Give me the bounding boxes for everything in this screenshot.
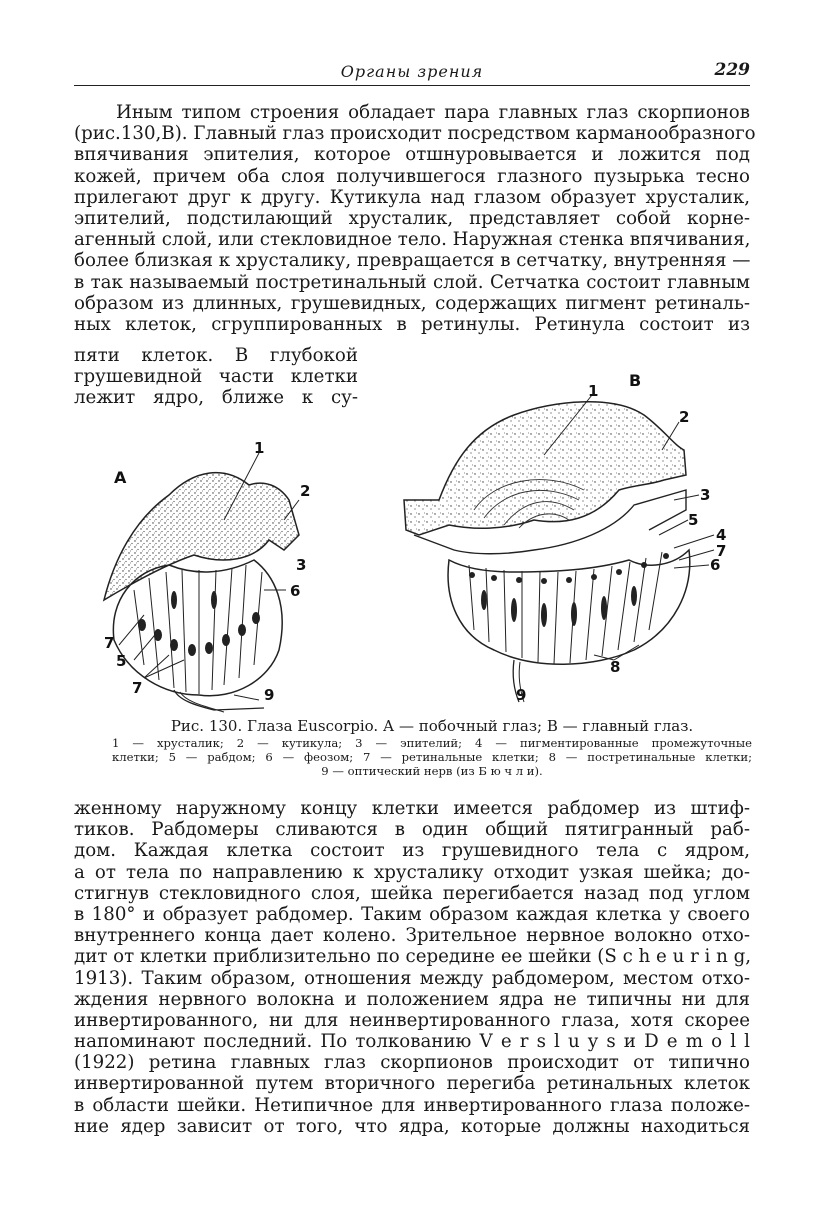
text-line: лежит ядро, ближе к су- [74,387,358,409]
text-line: напоминают последний. По толкованию V e r s l u y s и D e m o l l [74,1031,750,1053]
panel-b-drawing [404,395,714,702]
text-line: (рис.130,B). Главный глаз происходит посредством карманообразного [74,123,756,145]
text-line: прилегают друг к другу. Кутикула над глазом образует хрусталик, [74,186,750,208]
label-a-1: 1 [254,439,265,457]
label-b-6: 6 [710,556,721,574]
text-line: дит от клетки приблизительно по середине ее шейки (S c h e u r i n g, [74,946,752,968]
figure-caption [112,716,752,778]
text-line: (1922) ретина главных глаз скорпионов происходит от типично [74,1052,750,1074]
panel-b-letter: В [629,371,642,390]
header-rule [74,85,750,86]
label-b-1: 1 [588,382,599,400]
eye-anatomy-figure [74,360,750,715]
label-a-5: 5 [116,652,127,670]
label-b-9: 9 [516,686,527,704]
text-line: ных клеток, сгруппированных в ретинулы. Ретинула состоит из [74,313,750,335]
label-a-6: 6 [290,582,301,600]
text-line: внутреннего конца дает колено. Зрительное нервное волокно отхо- [74,925,750,947]
label-a-3: 3 [296,556,307,574]
text-line: инвертированной путем вторичного перегиба ретинальных клеток [74,1073,750,1095]
text-line: ние ядер зависит от того, что ядра, которые должны находиться [74,1115,750,1137]
label-b-5: 5 [688,511,699,529]
label-a-7b: 7 [132,679,143,697]
text-line: агенный слой, или стекловидное тело. Наружная стенка впячивания, [74,229,751,251]
text-line: инвертированного, ни для неинвертированного глаза, хотя скорее [74,1009,750,1031]
text-line: тиков. Рабдомеры сливаются в один общий пятигранный раб- [74,819,750,841]
text-line: впячивания эпителия, которое отшнуровывается и ложится под [74,144,750,166]
legend-line: 9 — оптический нерв (из Б ю ч л и). [321,764,543,778]
text-line: кожей, причем оба слоя получившегося глазного пузырька тесно [74,165,750,187]
text-line: женному наружному концу клетки имеется рабдомер из штиф- [74,798,750,819]
label-b-3: 3 [700,486,711,504]
legend-line: клетки; 5 — рабдом; 6 — феозом; 7 — ретинальные клетки; 8 — постретинальные клетки; [112,750,752,764]
panel-a-letter: А [114,468,127,487]
running-header [74,60,750,86]
label-a-2: 2 [300,482,311,500]
label-a-7: 7 [104,634,115,652]
panel-a-drawing [104,453,299,712]
text-line: эпителий, подстилающий хрусталик, представляет собой корне- [74,207,750,229]
running-title: Органы зрения [340,62,484,81]
label-b-2: 2 [679,408,690,426]
text-line: более близкая к хрусталику, превращается в сетчатку, внутренняя — [74,250,751,272]
text-line: образом из длинных, грушевидных, содержащих пигмент ретиналь- [74,292,750,314]
caption-title: Рис. 130. Глаза Euscorpio. А — побочный глаз; В — главный глаз. [170,717,694,735]
text-line: в 180° и образует рабдомер. Таким образом каждая клетка у своего [74,903,750,925]
text-line: 1913). Таким образом, отношения между рабдомером, местом отхо- [74,967,750,989]
text-line: грушевидной части клетки [74,366,358,388]
caption-legend [112,736,752,764]
text-line: ждения нервного волокна и положением ядра не типичны ни для [74,988,750,1010]
bottom-paragraph [74,798,750,1137]
legend-line: 1 — хрусталик; 2 — кутикула; 3 — эпителий; 4 — пигментированные промежуточные [112,736,752,750]
text-line: стигнув стекловидного слоя, шейка перегибается назад под углом [74,882,750,904]
label-b-8: 8 [610,658,621,676]
text-line: в области шейки. Нетипичное для инвертированного глаза положе- [74,1094,750,1116]
text-line: а от тела по направлению к хрусталику отходит узкая шейка; до- [74,861,750,883]
label-b-7: 7 [716,542,727,560]
label-a-9: 9 [264,686,275,704]
label-b-4: 4 [716,526,727,544]
text-line: пяти клеток. В глубокой [74,345,358,366]
text-line: Иным типом строения обладает пара главных глаз скорпионов [116,102,750,123]
page-number: 229 [714,60,750,80]
text-line: дом. Каждая клетка состоит из грушевидного тела с ядром, [74,840,750,862]
text-line: в так называемый постретинальный слой. Сетчатка состоит главным [74,271,750,293]
top-paragraph [74,102,756,335]
